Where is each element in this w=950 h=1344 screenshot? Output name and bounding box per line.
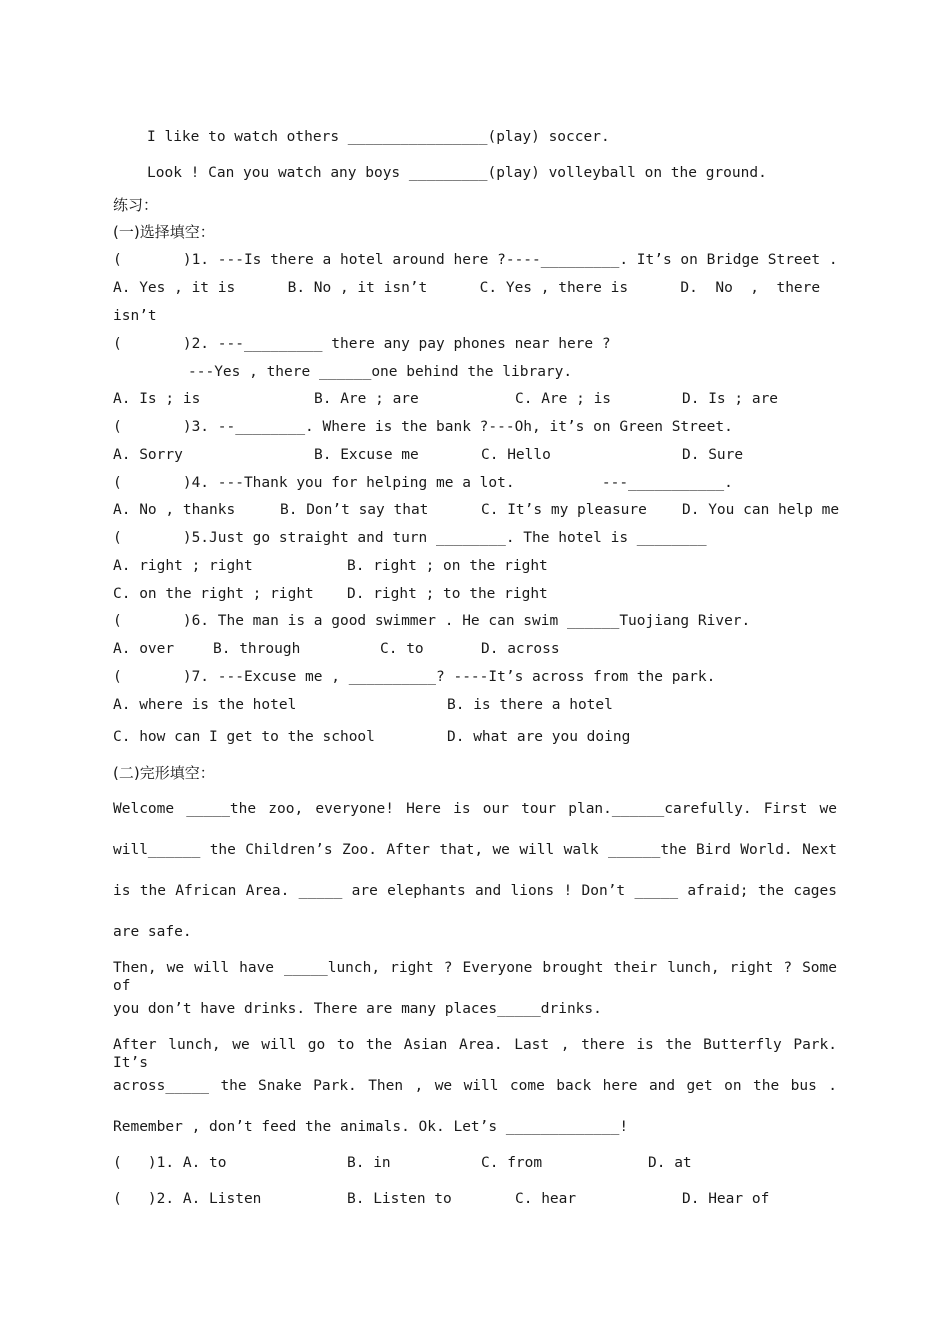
q6-option-c: C. to — [380, 641, 424, 657]
passage-line: you don’t have drinks. There are many places_____drinks. — [113, 1001, 602, 1017]
q4-option-a: A. No , thanks — [113, 502, 236, 518]
cloze-q2-option-a: ( )2. A. Listen — [113, 1191, 262, 1207]
q3-stem: ( )3. --________. Where is the bank ?---Oh, it’s on Green Street. — [113, 419, 733, 435]
passage-line: is the African Area. _____ are elephants and lions ! Don’t _____ afraid; the cages — [113, 883, 837, 899]
q5-option-a: A. right ; right — [113, 558, 253, 574]
section2-heading: (二)完形填空： — [113, 764, 215, 782]
q7-option-d: D. what are you doing — [447, 729, 631, 745]
intro-line-2: Look ! Can you watch any boys _________(play) volleyball on the ground. — [147, 165, 767, 181]
q3-option-a: A. Sorry — [113, 447, 183, 463]
q4-option-c: C. It’s my pleasure — [481, 502, 647, 518]
passage-line: Welcome _____the zoo, everyone! Here is our tour plan.______carefully. First we — [113, 801, 837, 817]
q2-stem-2: ---Yes , there ______one behind the library. — [188, 364, 573, 380]
cloze-q2-option-d: D. Hear of — [682, 1191, 770, 1207]
intro-line-1: I like to watch others ________________(play) soccer. — [147, 129, 610, 145]
q2-option-d: D. Is ; are — [682, 391, 779, 407]
cloze-q1-option-a: ( )1. A. to — [113, 1155, 227, 1171]
cloze-q2-option-b: B. Listen to — [347, 1191, 452, 1207]
passage-line: Then, we will have _____lunch, right ? Everyone brought their lunch, right ? Some of — [113, 960, 837, 994]
cloze-q2-option-c: C. hear — [515, 1191, 577, 1207]
q4-stem: ( )4. ---Thank you for helping me a lot. ---___________. — [113, 475, 733, 491]
q7-option-c: C. how can I get to the school — [113, 729, 375, 745]
passage-line: Remember , don’t feed the animals. Ok. Let’s _____________! — [113, 1119, 629, 1135]
passage-line: will______ the Children’s Zoo. After that, we will walk ______the Bird World. Next — [113, 842, 837, 858]
cloze-q1-option-d: D. at — [648, 1155, 692, 1171]
q4-option-d: D. You can help me — [682, 502, 840, 518]
passage-line: After lunch, we will go to the Asian Area. Last , there is the Butterfly Park. It’s — [113, 1037, 837, 1071]
q1-options: A. Yes , it is B. No , it isn’t C. Yes , there is D. No , there — [113, 280, 821, 296]
q2-option-a: A. Is ; is — [113, 391, 201, 407]
passage-line: across_____ the Snake Park. Then , we will come back here and get on the bus . — [113, 1078, 837, 1094]
practice-heading: 练习： — [113, 196, 159, 214]
passage-line: are safe. — [113, 924, 192, 940]
section1-heading: (一)选择填空： — [113, 223, 215, 241]
q7-stem: ( )7. ---Excuse me , __________? ----It’s across from the park. — [113, 669, 716, 685]
q5-option-b: B. right ; on the right — [347, 558, 548, 574]
q6-stem: ( )6. The man is a good swimmer . He can swim ______Tuojiang River. — [113, 613, 751, 629]
q6-option-b: B. through — [213, 641, 301, 657]
q6-option-a: A. over — [113, 641, 175, 657]
q3-option-d: D. Sure — [682, 447, 744, 463]
cloze-q1-option-b: B. in — [347, 1155, 391, 1171]
q4-option-b: B. Don’t say that — [280, 502, 429, 518]
q5-option-d: D. right ; to the right — [347, 586, 548, 602]
q2-option-c: C. Are ; is — [515, 391, 612, 407]
q6-option-d: D. across — [481, 641, 560, 657]
q5-stem: ( )5.Just go straight and turn ________. The hotel is ________ — [113, 530, 707, 546]
q7-option-b: B. is there a hotel — [447, 697, 613, 713]
q1-stem: ( )1. ---Is there a hotel around here ?----_________. It’s on Bridge Street . — [113, 252, 838, 268]
q2-option-b: B. Are ; are — [314, 391, 419, 407]
q5-option-c: C. on the right ; right — [113, 586, 314, 602]
q3-option-b: B. Excuse me — [314, 447, 419, 463]
q3-option-c: C. Hello — [481, 447, 551, 463]
q1-options-wrap: isn’t — [113, 308, 157, 324]
cloze-q1-option-c: C. from — [481, 1155, 543, 1171]
q2-stem: ( )2. ---_________ there any pay phones near here ? — [113, 336, 611, 352]
q7-option-a: A. where is the hotel — [113, 697, 297, 713]
